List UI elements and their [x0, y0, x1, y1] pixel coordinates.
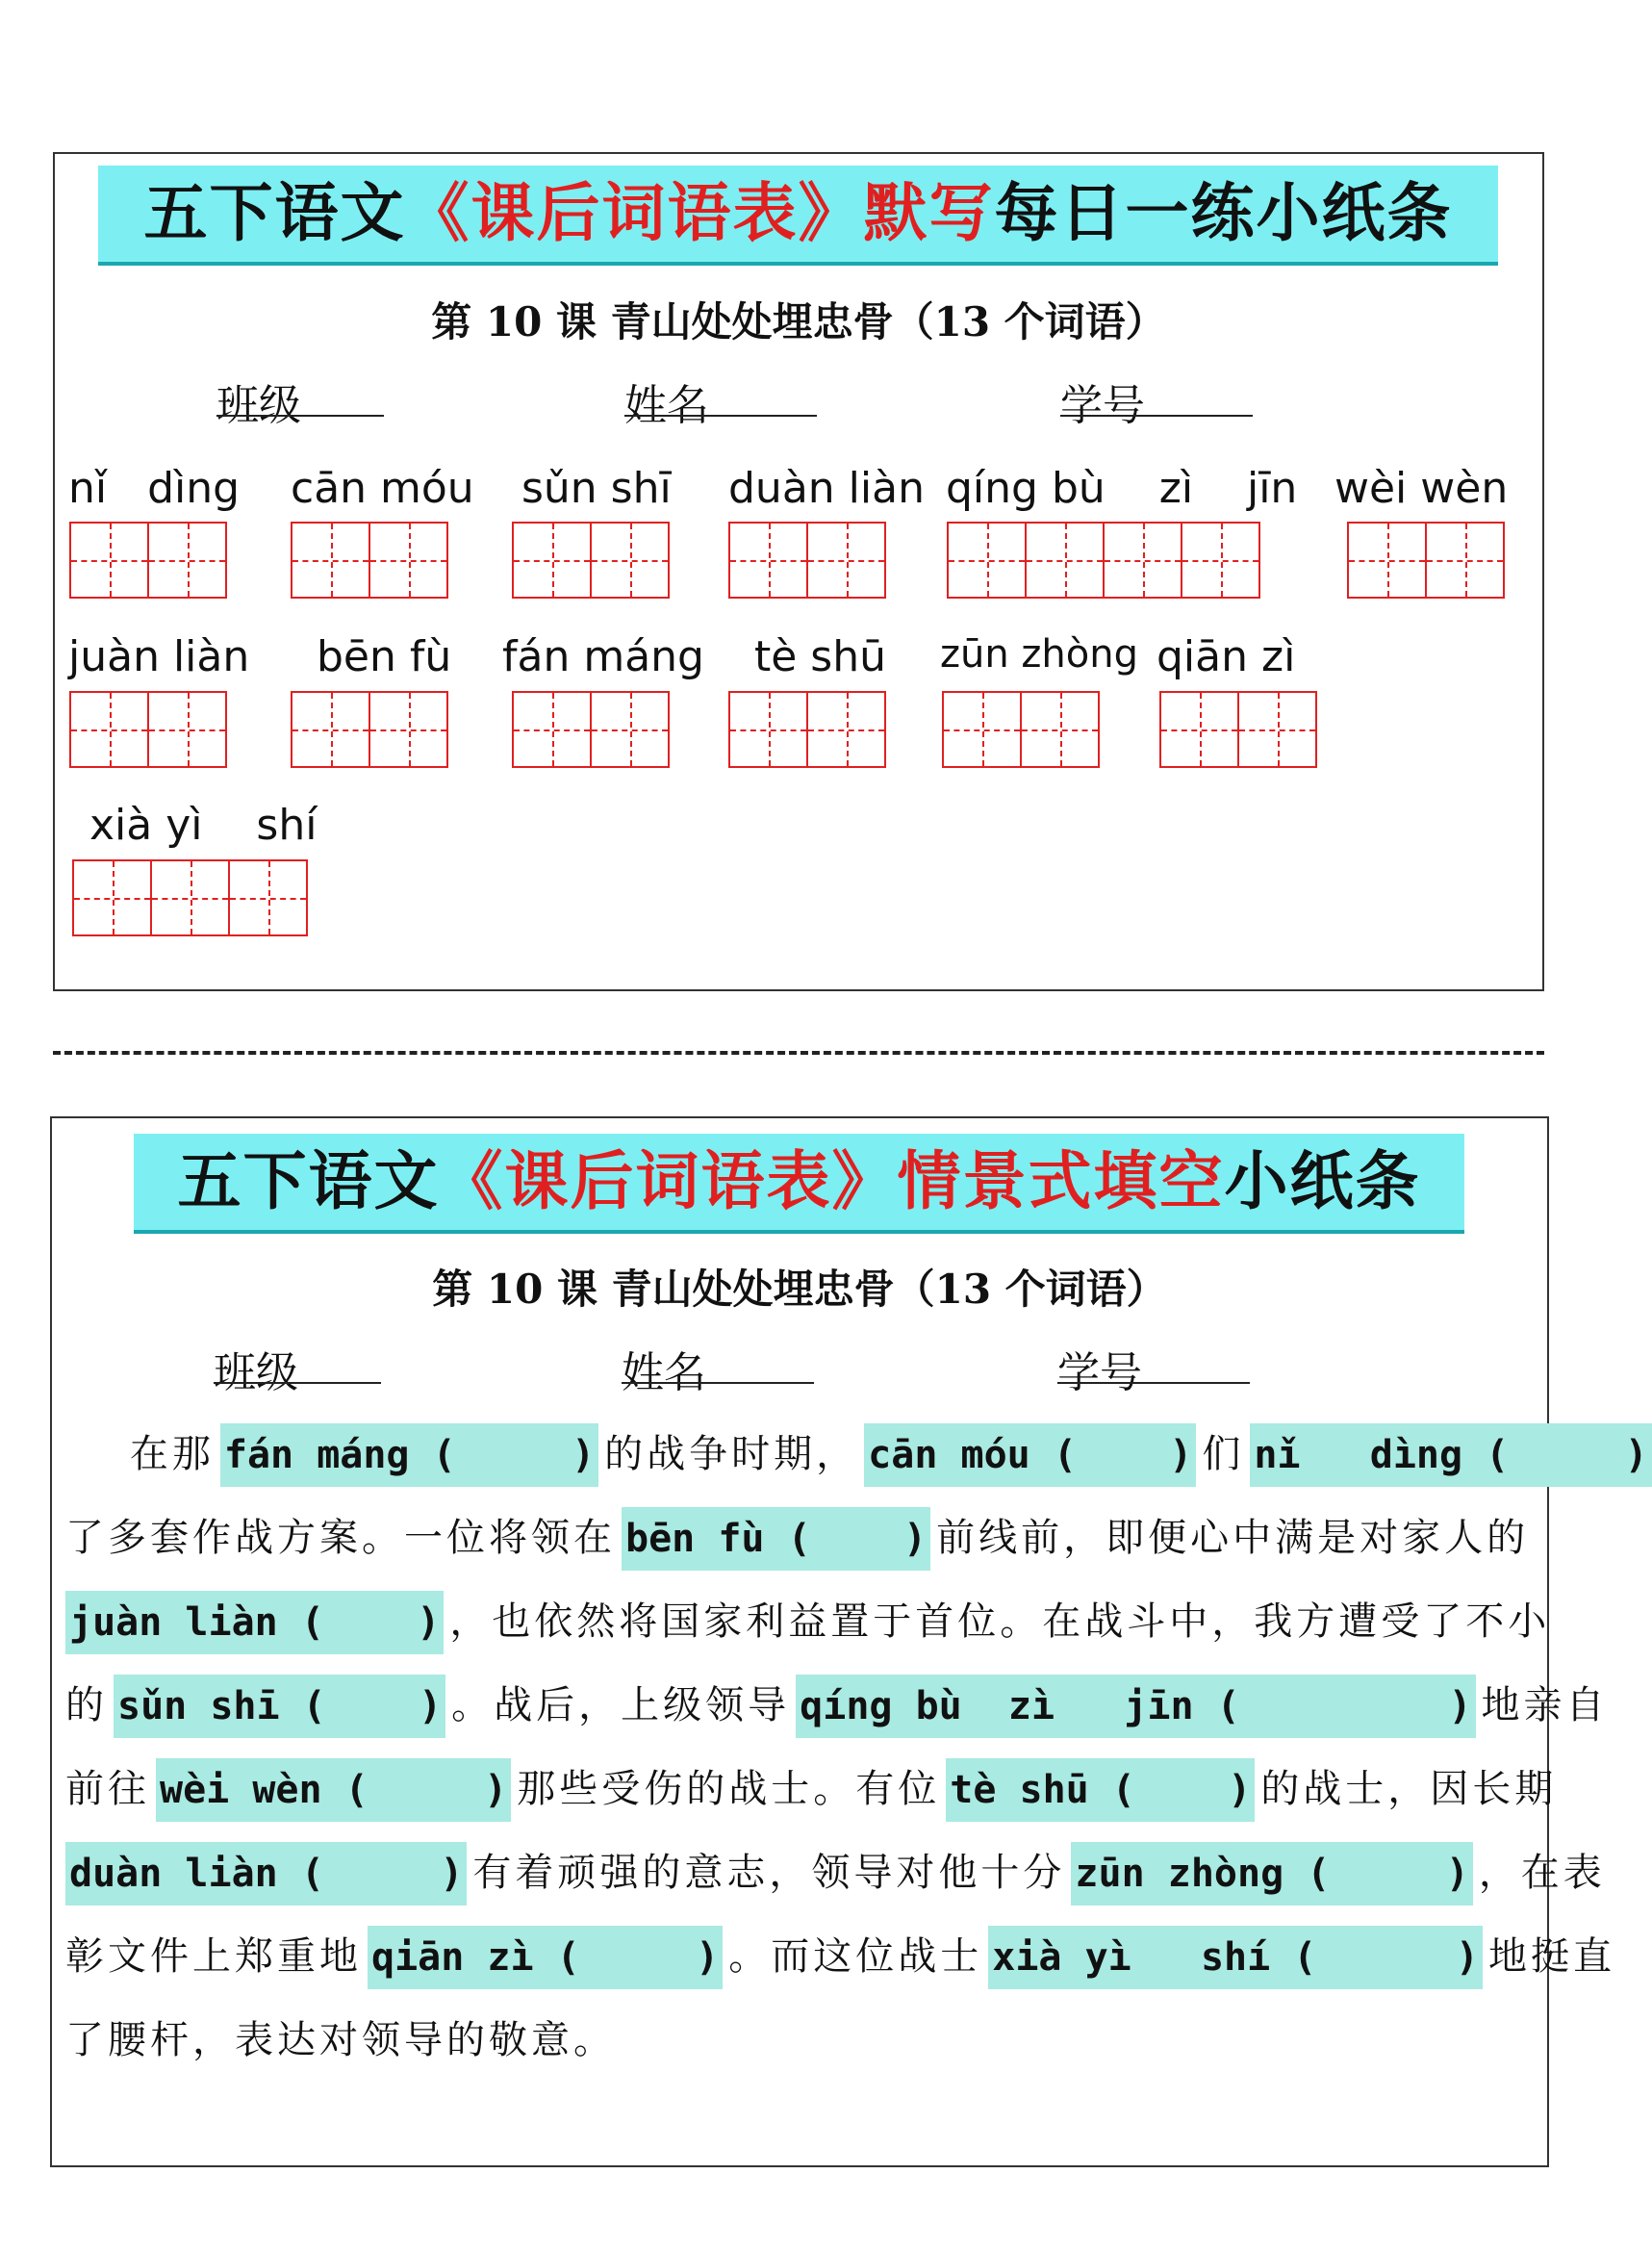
word-pinyin: sǔn shī	[521, 464, 672, 513]
writing-grid[interactable]	[512, 522, 670, 599]
passage-text: 。战后，上级领导	[451, 1683, 791, 1727]
passage-line	[65, 1496, 1538, 1580]
writing-grid[interactable]	[291, 691, 448, 768]
writing-grid[interactable]	[69, 691, 227, 768]
word-pinyin: fán máng	[502, 632, 704, 681]
sheet1-title-banner	[98, 166, 1498, 266]
word-pinyin: duàn liàn	[728, 464, 925, 513]
sheet1-title-part2: 《课后词语表》默写	[405, 176, 995, 250]
passage-line	[65, 1580, 1551, 1664]
passage-text: 前往	[65, 1767, 150, 1811]
sheet2-title-part1: 五下语文	[177, 1144, 440, 1218]
passage-text: 有着顽强的意志，领导对他十分	[472, 1851, 1066, 1895]
writing-grid[interactable]	[69, 522, 227, 599]
writing-grid[interactable]	[1347, 522, 1505, 599]
id-blank[interactable]	[1057, 1338, 1250, 1384]
id-label: 学号	[1060, 381, 1145, 430]
passage-text: ，在表	[1478, 1851, 1606, 1895]
word-pinyin: zūn zhòng	[940, 632, 1138, 677]
fill-blank[interactable]: bēn fù ( )	[622, 1507, 930, 1571]
passage-text: 在那	[65, 1432, 215, 1476]
name-label: 姓名	[622, 1348, 706, 1397]
class-blank[interactable]	[214, 1338, 381, 1384]
sheet2-title-part3: 小纸条	[1224, 1144, 1421, 1218]
fill-blank[interactable]: juàn liàn ( )	[65, 1591, 444, 1654]
sheet1-title-part1: 五下语文	[143, 176, 406, 250]
word-pinyin: cān móu	[291, 464, 474, 513]
writing-grid[interactable]	[1159, 691, 1317, 768]
writing-grid[interactable]	[728, 522, 886, 599]
fill-blank[interactable]: tè shū ( )	[946, 1758, 1255, 1822]
passage-text: 。而这位战士	[728, 1934, 983, 1979]
class-label: 班级	[214, 1348, 298, 1397]
sheet1-lesson-subtitle: 第 10 课 青山处处埋忠骨（13 个词语）	[431, 298, 1166, 345]
word-pinyin: qíng bù zì jīn	[946, 464, 1298, 513]
story-passage	[65, 1413, 1648, 2083]
passage-line	[65, 1999, 1538, 2083]
passage-line	[65, 1831, 1606, 1915]
passage-text: 的战士，因长期	[1260, 1767, 1558, 1811]
name-label: 姓名	[624, 381, 709, 430]
dictation-sheet	[53, 152, 1544, 991]
passage-line	[65, 1915, 1615, 1999]
fill-blank[interactable]: sǔn shī ( )	[114, 1675, 445, 1738]
fill-blank[interactable]: fán máng ( )	[220, 1423, 598, 1487]
passage-text: ，也依然将国家利益置于首位。在战斗中，我方遭受了不小	[449, 1599, 1551, 1644]
word-pinyin: juàn liàn	[68, 632, 250, 681]
word-pinyin: wèi wèn	[1334, 464, 1509, 513]
passage-line	[65, 1664, 1609, 1748]
passage-line	[65, 1413, 1648, 1496]
sheet1-title-part3: 每日一练小纸条	[994, 176, 1453, 250]
writing-grid[interactable]	[728, 691, 886, 768]
id-blank[interactable]	[1060, 371, 1253, 417]
class-label: 班级	[216, 381, 301, 430]
fill-blank[interactable]: qiān zì ( )	[368, 1926, 723, 1989]
sheet2-title-banner	[134, 1134, 1464, 1234]
cut-line-divider	[53, 1051, 1544, 1055]
passage-text: 那些受伤的战士。有位	[517, 1767, 941, 1811]
passage-text: 地挺直	[1487, 1934, 1615, 1979]
fill-blank[interactable]: cān móu ( )	[864, 1423, 1196, 1487]
fill-blank[interactable]: qíng bù zì jīn ( )	[796, 1675, 1475, 1738]
passage-text: 地亲自	[1481, 1683, 1609, 1727]
fill-blank[interactable]: xià yì shí ( )	[988, 1926, 1483, 1989]
name-blank[interactable]	[624, 371, 817, 417]
passage-text: 前线前，即便心中满是对家人的	[936, 1516, 1530, 1560]
word-pinyin: nǐ dìng	[68, 464, 241, 513]
passage-line	[65, 1748, 1558, 1831]
word-pinyin: bēn fù	[317, 632, 452, 681]
fill-blank[interactable]: wèi wèn ( )	[156, 1758, 511, 1822]
sheet2-lesson-subtitle: 第 10 课 青山处处埋忠骨（13 个词语）	[432, 1266, 1167, 1313]
name-blank[interactable]	[622, 1338, 814, 1384]
fill-blank[interactable]: zūn zhòng ( )	[1071, 1842, 1472, 1906]
writing-grid[interactable]	[291, 522, 448, 599]
sheet2-title-part2: 《课后词语表》情景式填空	[439, 1144, 1225, 1218]
passage-text: 的	[65, 1683, 108, 1727]
passage-text: 的战争时期，	[604, 1432, 859, 1476]
id-label: 学号	[1057, 1348, 1142, 1397]
word-pinyin: qiān zì	[1156, 632, 1296, 681]
fill-blank[interactable]: nǐ dìng ( )	[1250, 1423, 1651, 1487]
writing-grid[interactable]	[947, 522, 1260, 599]
fill-blank[interactable]: duàn liàn ( )	[65, 1842, 467, 1906]
writing-grid[interactable]	[72, 859, 308, 936]
passage-text: 了腰杆，表达对领导的敬意。	[65, 2018, 616, 2062]
writing-grid[interactable]	[942, 691, 1100, 768]
word-pinyin: tè shū	[754, 632, 887, 681]
class-blank[interactable]	[216, 371, 384, 417]
passage-text: 们	[1202, 1432, 1245, 1476]
writing-grid[interactable]	[512, 691, 670, 768]
passage-text: 了多套作战方案。一位将领在	[65, 1516, 616, 1560]
word-pinyin: xià yì shí	[89, 801, 318, 850]
passage-text: 彰文件上郑重地	[65, 1934, 362, 1979]
